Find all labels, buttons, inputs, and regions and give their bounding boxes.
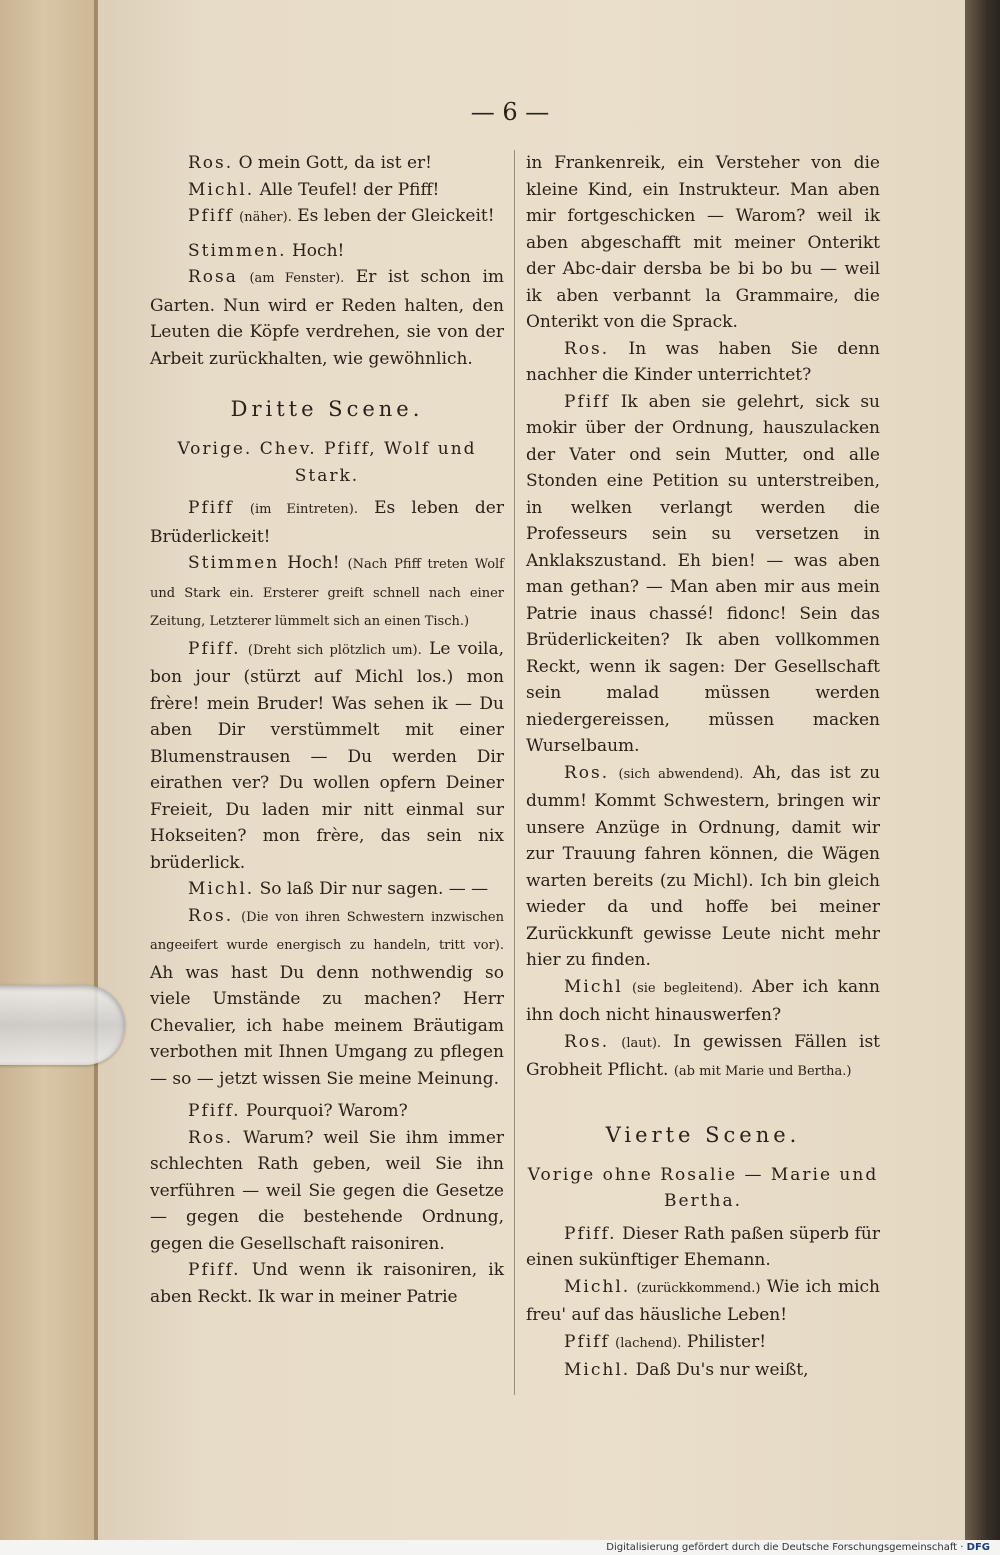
column-divider bbox=[514, 150, 515, 1395]
speaker: Pfiff bbox=[188, 206, 234, 226]
stage-direction: (lachend). bbox=[615, 1335, 682, 1351]
dialogue-line bbox=[526, 1329, 880, 1358]
stage-direction: (sie begleitend). bbox=[632, 980, 743, 996]
dialogue-line bbox=[526, 1274, 880, 1329]
speaker: Michl. bbox=[564, 1360, 631, 1380]
speaker: Ros. bbox=[564, 762, 610, 783]
dialogue-line bbox=[150, 1098, 504, 1125]
line-text: Hoch! bbox=[287, 553, 340, 573]
speaker: Pfiff. bbox=[188, 1260, 241, 1280]
speaker: Michl bbox=[564, 976, 623, 997]
dialogue-line bbox=[150, 876, 504, 903]
stage-direction: (Nach Pfiff treten Wolf und Stark ein. Ersterer greift schnell nach einer Zeitung, Letzterer lümmelt sich an einen Tisch.) bbox=[150, 557, 504, 629]
stage-direction: (am Fenster). bbox=[249, 271, 345, 286]
speaker: Ros. bbox=[564, 338, 610, 359]
left-column bbox=[150, 150, 504, 1310]
speaker: Pfiff. bbox=[188, 1101, 241, 1121]
line-text: So laß Dir nur sagen. — — bbox=[259, 879, 489, 899]
dialogue-line bbox=[150, 177, 504, 204]
line-text: Und wenn ik raisoniren, ik aben Reckt. Ik war in meiner Patrie bbox=[150, 1260, 505, 1307]
speaker: Pfiff bbox=[564, 391, 610, 412]
stage-direction: (zurückkommend.) bbox=[636, 1280, 761, 1296]
dialogue-line bbox=[526, 1029, 880, 1086]
stage-direction: (Dreht sich plötzlich um). bbox=[247, 642, 422, 658]
line-text: Dieser Rath paßen süperb für einen sukünftiger Ehemann. bbox=[526, 1223, 881, 1270]
speaker: Stimmen bbox=[188, 553, 280, 573]
dialogue-line bbox=[150, 150, 504, 177]
speaker: Pfiff bbox=[188, 498, 234, 518]
line-text: In gewissen Fällen ist Grobheit Pflicht. bbox=[526, 1031, 881, 1080]
speaker: Ros. bbox=[188, 153, 234, 173]
dialogue-line bbox=[526, 974, 880, 1029]
line-text: Alle Teufel! der Pfiff! bbox=[259, 179, 440, 200]
footer-credit bbox=[606, 1540, 990, 1555]
speaker: Michl. bbox=[188, 179, 255, 200]
dialogue-line bbox=[150, 1257, 504, 1310]
book-edge-left bbox=[0, 0, 96, 1540]
dialogue-line bbox=[526, 1357, 880, 1384]
dialogue-line bbox=[150, 495, 504, 550]
line-text: O mein Gott, da ist er! bbox=[238, 153, 433, 173]
line-text: Ah, das ist zu dumm! Kommt Schwestern, bringen wir unsere Anzüge in Ordnung, damit wir zur Trauung fahren können, die Wägen warten bereits (zu Michl). Ich bin gleich wieder da und hoffe bei meiner Zurückkunft gewisse Leute nicht mehr hier zu finden. bbox=[526, 762, 881, 970]
speaker: Ros. bbox=[188, 1127, 234, 1148]
stage-direction: (im Eintreten). bbox=[249, 502, 358, 517]
line-text: Es leben der Gleickeit! bbox=[297, 206, 495, 226]
dialogue-line bbox=[150, 903, 504, 1093]
stage-direction: (laut). bbox=[621, 1035, 662, 1051]
line-text: Daß Du's nur weißt, bbox=[635, 1360, 809, 1380]
speaker: Rosa bbox=[188, 267, 238, 287]
dialogue-line bbox=[526, 336, 880, 389]
scene-heading: Dritte Scene. bbox=[230, 397, 424, 421]
speaker: Pfiff. bbox=[564, 1223, 617, 1244]
line-text: Es leben der Brüderlickeit! bbox=[150, 498, 504, 547]
speaker: Ros. bbox=[564, 1031, 610, 1052]
page-number: — 6 — bbox=[470, 98, 550, 126]
line-text: Aber ich kann ihn doch nicht hinauswerfen? bbox=[526, 976, 880, 1025]
line-text: Wie ich mich freu' auf das häusliche Leben! bbox=[526, 1276, 880, 1325]
stage-direction: (näher). bbox=[239, 210, 292, 225]
stage-direction: (ab mit Marie und Bertha.) bbox=[673, 1064, 852, 1079]
cast-list: Vorige. Chev. Pfiff, Wolf und Stark. bbox=[177, 439, 477, 486]
dialogue-line bbox=[526, 389, 880, 760]
dialogue-line bbox=[150, 636, 504, 877]
speaker: Pfiff bbox=[564, 1331, 610, 1352]
right-column bbox=[526, 150, 880, 1384]
footer-text: Digitalisierung gefördert durch die Deutsche Forschungsgemeinschaft · bbox=[606, 1542, 964, 1553]
dialogue-line bbox=[526, 1221, 880, 1274]
line-text: Le voila, bon jour (stürzt auf Michl los.) mon frère! mein Bruder! Was sehen ik — Du aben Dir verstümmelt mit einer Blumenstrausen — Du werden Dir eirathen ver? Du wollen opfern Deiner Freieit, Du laden mir nitt einmal sur Hokseiten? mon frère, das sein nix brüderlick. bbox=[150, 638, 505, 873]
dialogue-line bbox=[150, 264, 504, 372]
dialogue-line bbox=[150, 550, 504, 636]
speaker: Pfiff. bbox=[188, 638, 241, 659]
line-text: Warum? weil Sie ihm immer schlechten Rath geben, weil Sie ihn verführen — weil Sie gegen die Gesetze — gegen die bestehende Ordnung, gegen die Gesellschaft raisoniren. bbox=[150, 1127, 505, 1254]
dialogue-line bbox=[150, 238, 504, 265]
line-text: Ik aben sie gelehrt, sick su mokir über der Ordnung, hauszulacken der Vater ond sein Mutter, ond alle Stonden eine Petition su unterstreiben, in welken verlangt werden die Professeurs sein su versetzen in Anklakszustand. Eh bien! — was aben man gethan? — Man aben mir aus mein Patrie inaus chassé! fidonc! Sein das Brüderlickeiten? Ik aben vollkommen Reckt, wenn ik sagen: Der Gesellschaft sein malad müssen werden niedergereissen, müssen macken Wurselbaum. bbox=[526, 391, 880, 756]
cast-list: Vorige ohne Rosalie — Marie und Bertha. bbox=[527, 1164, 879, 1211]
line-text: Pourquoi? Warom? bbox=[245, 1101, 408, 1121]
line-text: Er ist schon im Garten. Nun wird er Reden halten, den Leuten die Köpfe verdrehen, sie von der Arbeit zurückhalten, wie gewöhnlich. bbox=[150, 267, 504, 369]
dialogue-line bbox=[150, 1125, 504, 1258]
dialogue-line bbox=[526, 760, 880, 974]
book-edge-right bbox=[965, 0, 1000, 1540]
page-clip bbox=[0, 985, 125, 1065]
speaker: Stimmen. bbox=[188, 240, 287, 261]
speaker: Ros. bbox=[188, 905, 234, 926]
line-text: In was haben Sie denn nachher die Kinder unterrichtet? bbox=[526, 338, 880, 385]
speaker: Michl. bbox=[188, 879, 255, 899]
scene-heading: Vierte Scene. bbox=[605, 1122, 801, 1147]
line-text: Philister! bbox=[686, 1331, 767, 1352]
dialogue-line bbox=[150, 203, 504, 232]
stage-direction: (sich abwendend). bbox=[618, 766, 744, 782]
speaker: Michl. bbox=[564, 1276, 631, 1297]
line-text: Ah was hast Du denn nothwendig so viele Umstände zu machen? Herr Chevalier, ich habe meinem Bräutigam verbothen mit Ihnen Umgang zu pflegen — so — jetzt wissen Sie meine Meinung. bbox=[150, 962, 504, 1089]
dfg-logo: DFG bbox=[966, 1542, 990, 1553]
continuation-text: in Frankenreik, ein Versteher von die kleine Kind, ein Instrukteur. Man aben mir fortgeschicken — Warom? weil ik aben abgeschafft mit meiner Onterikt der Abc-dair dersba be bi bo bu — weil ik aben verbannt la Grammaire, die Onterikt von die Sprack. bbox=[526, 153, 880, 332]
stage-direction: (Die von ihren Schwestern inzwischen angeeifert wurde energisch zu handeln, tritt vor). bbox=[150, 909, 504, 953]
line-text: Hoch! bbox=[291, 240, 345, 261]
